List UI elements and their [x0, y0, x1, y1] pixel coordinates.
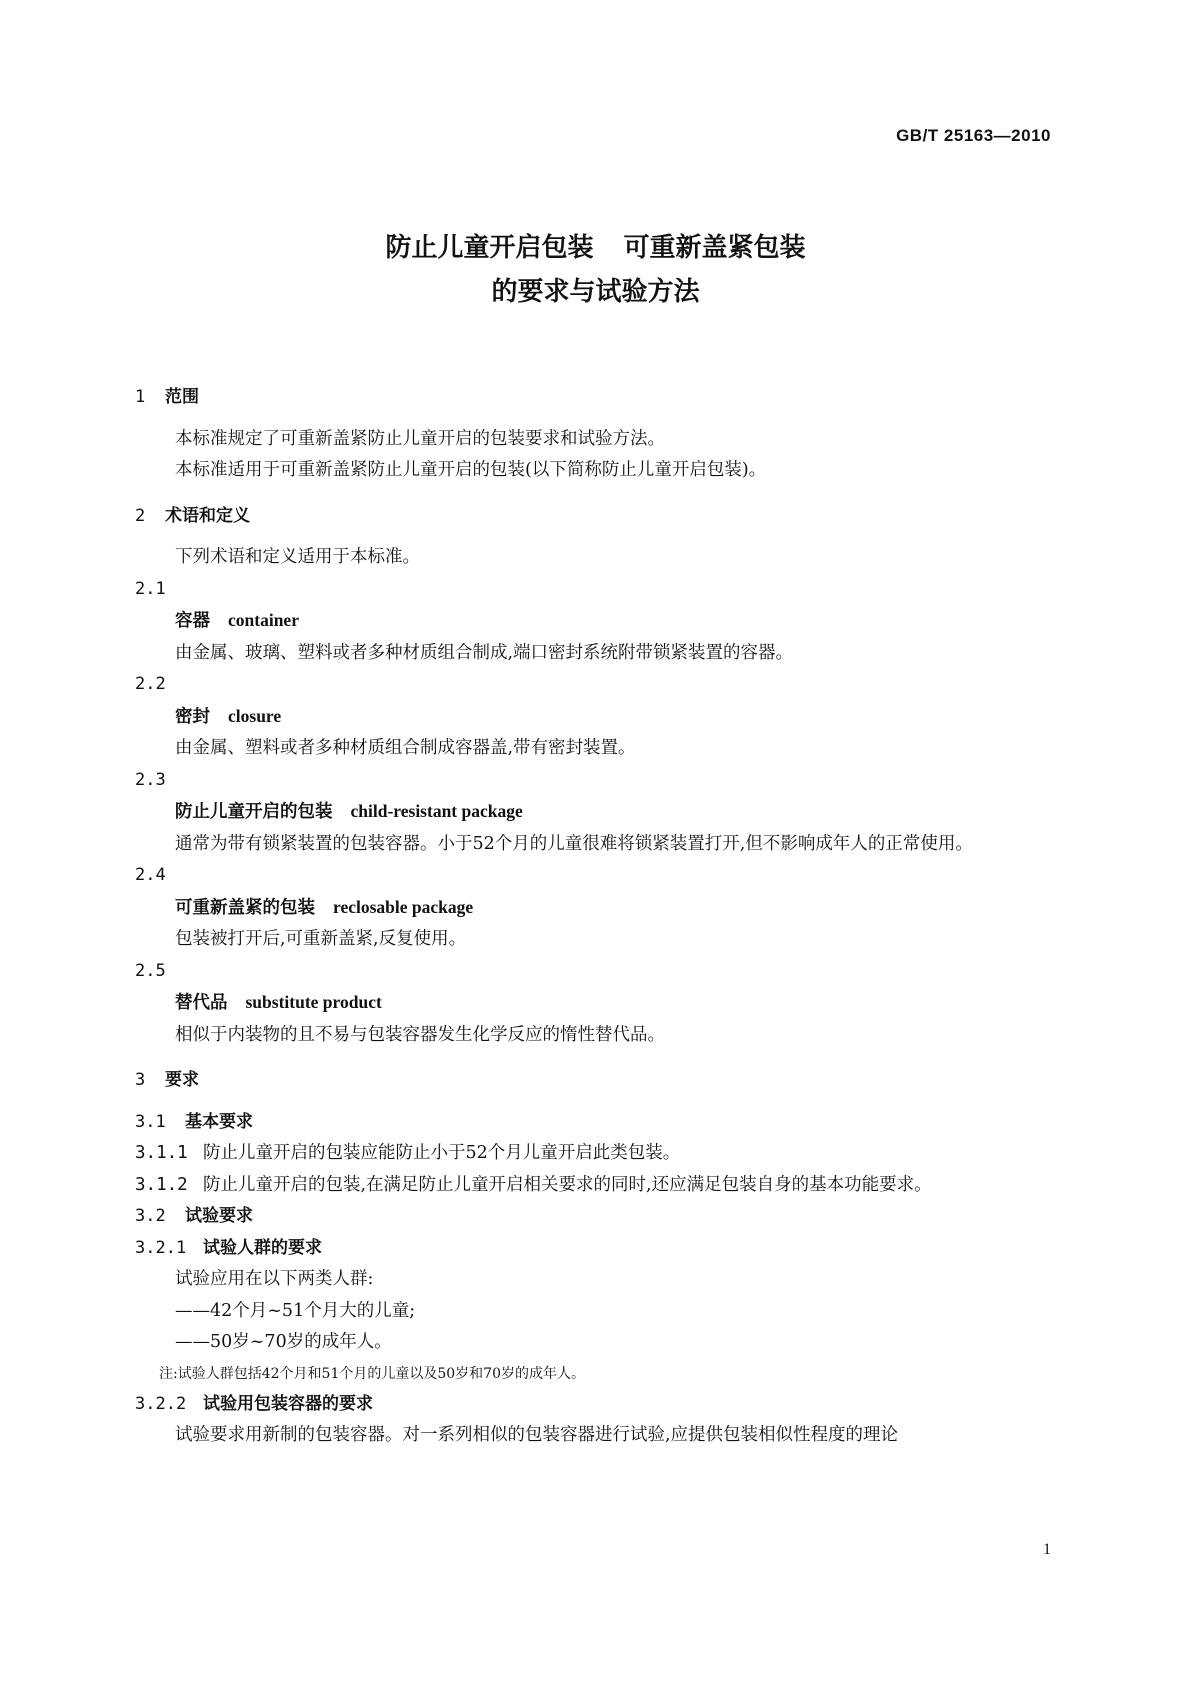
term-chinese: 可重新盖紧的包装 [175, 897, 315, 918]
term-2-2-number: 2.2 [135, 674, 166, 694]
clause-title: 试验要求 [185, 1206, 253, 1226]
clause-number: 3.2.1 [135, 1237, 187, 1258]
section-1-paragraph-1: 本标准规定了可重新盖紧防止儿童开启的包装要求和试验方法。 [175, 428, 665, 449]
term-english: closure [228, 705, 282, 726]
document-title [0, 226, 1191, 314]
term-english: container [228, 610, 299, 630]
section-3-heading [135, 1065, 1055, 1097]
clause-3-1-heading [135, 1107, 1055, 1139]
clause-3-1-1 [135, 1138, 1055, 1170]
term-english: reclosable package [333, 896, 474, 917]
clause-number: 3.2 [135, 1206, 166, 1226]
term-english: child-resistant package [350, 801, 523, 821]
clause-title: 基本要求 [185, 1111, 253, 1132]
clause-note: 注:试验人群包括42个月和51个月的儿童以及50岁和70岁的成年人。 [159, 1365, 585, 1382]
section-2-heading [135, 501, 1055, 533]
term-2-5-heading [135, 987, 1055, 1020]
term-2-2-heading [135, 701, 1055, 734]
list-item: ——50岁~70岁的成年人。 [175, 1332, 392, 1352]
page-number: 1 [1043, 1541, 1051, 1558]
term-2-5-definition: 相似于内装物的且不易与包装容器发生化学反应的惰性替代品。 [175, 1024, 665, 1045]
term-2-2-definition: 由金属、塑料或者多种材质组合制成容器盖,带有密封装置。 [175, 738, 636, 758]
clause-title: 试验用包装容器的要求 [203, 1393, 373, 1414]
clause-3-2-1-heading [135, 1233, 1055, 1265]
title-part-a: 防止儿童开启包装 [385, 233, 594, 263]
clause-number: 3.2.2 [135, 1393, 187, 1414]
section-1-heading [135, 382, 1055, 414]
title-line-1 [0, 226, 1191, 270]
clause-text: 防止儿童开启的包装应能防止小于52个月儿童开启此类包装。 [203, 1143, 681, 1163]
term-2-3-heading [135, 796, 1055, 829]
term-chinese: 密封 [175, 706, 210, 727]
section-number: 1 [135, 387, 146, 407]
term-chinese: 防止儿童开启的包装 [175, 802, 333, 822]
term-2-3-definition: 通常为带有锁紧装置的包装容器。小于52个月的儿童很难将锁紧装置打开,但不影响成年人的正常使用。 [175, 833, 973, 854]
term-chinese: 替代品 [175, 993, 228, 1013]
clause-3-2-heading [135, 1201, 1055, 1233]
term-2-4-number: 2.4 [135, 865, 166, 885]
standard-code: GB/T 25163—2010 [896, 126, 1051, 145]
term-2-1-number: 2.1 [135, 578, 166, 599]
clause-number: 3.1 [135, 1111, 166, 1132]
clause-text: 防止儿童开启的包装,在满足防止儿童开启相关要求的同时,还应满足包装自身的基本功能要求。 [203, 1174, 932, 1195]
term-english: substitute product [245, 992, 382, 1012]
clause-number: 3.1.1 [135, 1143, 188, 1163]
term-2-4-heading [135, 892, 1055, 925]
clause-title: 试验人群的要求 [203, 1237, 322, 1258]
term-2-5-number: 2.5 [135, 960, 166, 981]
clause-3-1-2 [135, 1170, 1055, 1202]
section-2-intro: 下列术语和定义适用于本标准。 [175, 547, 420, 567]
document-body [135, 374, 1055, 1452]
term-2-3-number: 2.3 [135, 769, 166, 790]
title-line-2: 的要求与试验方法 [491, 277, 700, 307]
term-2-4-definition: 包装被打开后,可重新盖紧,反复使用。 [175, 929, 467, 949]
section-number: 3 [135, 1070, 146, 1090]
term-2-1-definition: 由金属、玻璃、塑料或者多种材质组合制成,端口密封系统附带锁紧装置的容器。 [175, 642, 794, 663]
section-title: 术语和定义 [165, 505, 250, 526]
term-2-1-heading [135, 605, 1055, 638]
section-1-paragraph-2: 本标准适用于可重新盖紧防止儿童开启的包装(以下简称防止儿童开启包装)。 [175, 460, 767, 480]
section-title: 要求 [165, 1070, 199, 1090]
clause-number: 3.1.2 [135, 1174, 188, 1195]
clause-3-2-2-heading [135, 1389, 1055, 1421]
title-part-b: 可重新盖紧包装 [623, 233, 806, 263]
clause-3-2-1-intro: 试验应用在以下两类人群: [175, 1269, 374, 1289]
list-item: ——42个月~51个月大的儿童; [175, 1300, 416, 1321]
clause-3-2-2-text: 试验要求用新制的包装容器。对一系列相似的包装容器进行试验,应提供包装相似性程度的理论 [175, 1425, 899, 1445]
section-number: 2 [135, 505, 146, 526]
section-title: 范围 [165, 387, 199, 407]
term-chinese: 容器 [175, 611, 210, 631]
